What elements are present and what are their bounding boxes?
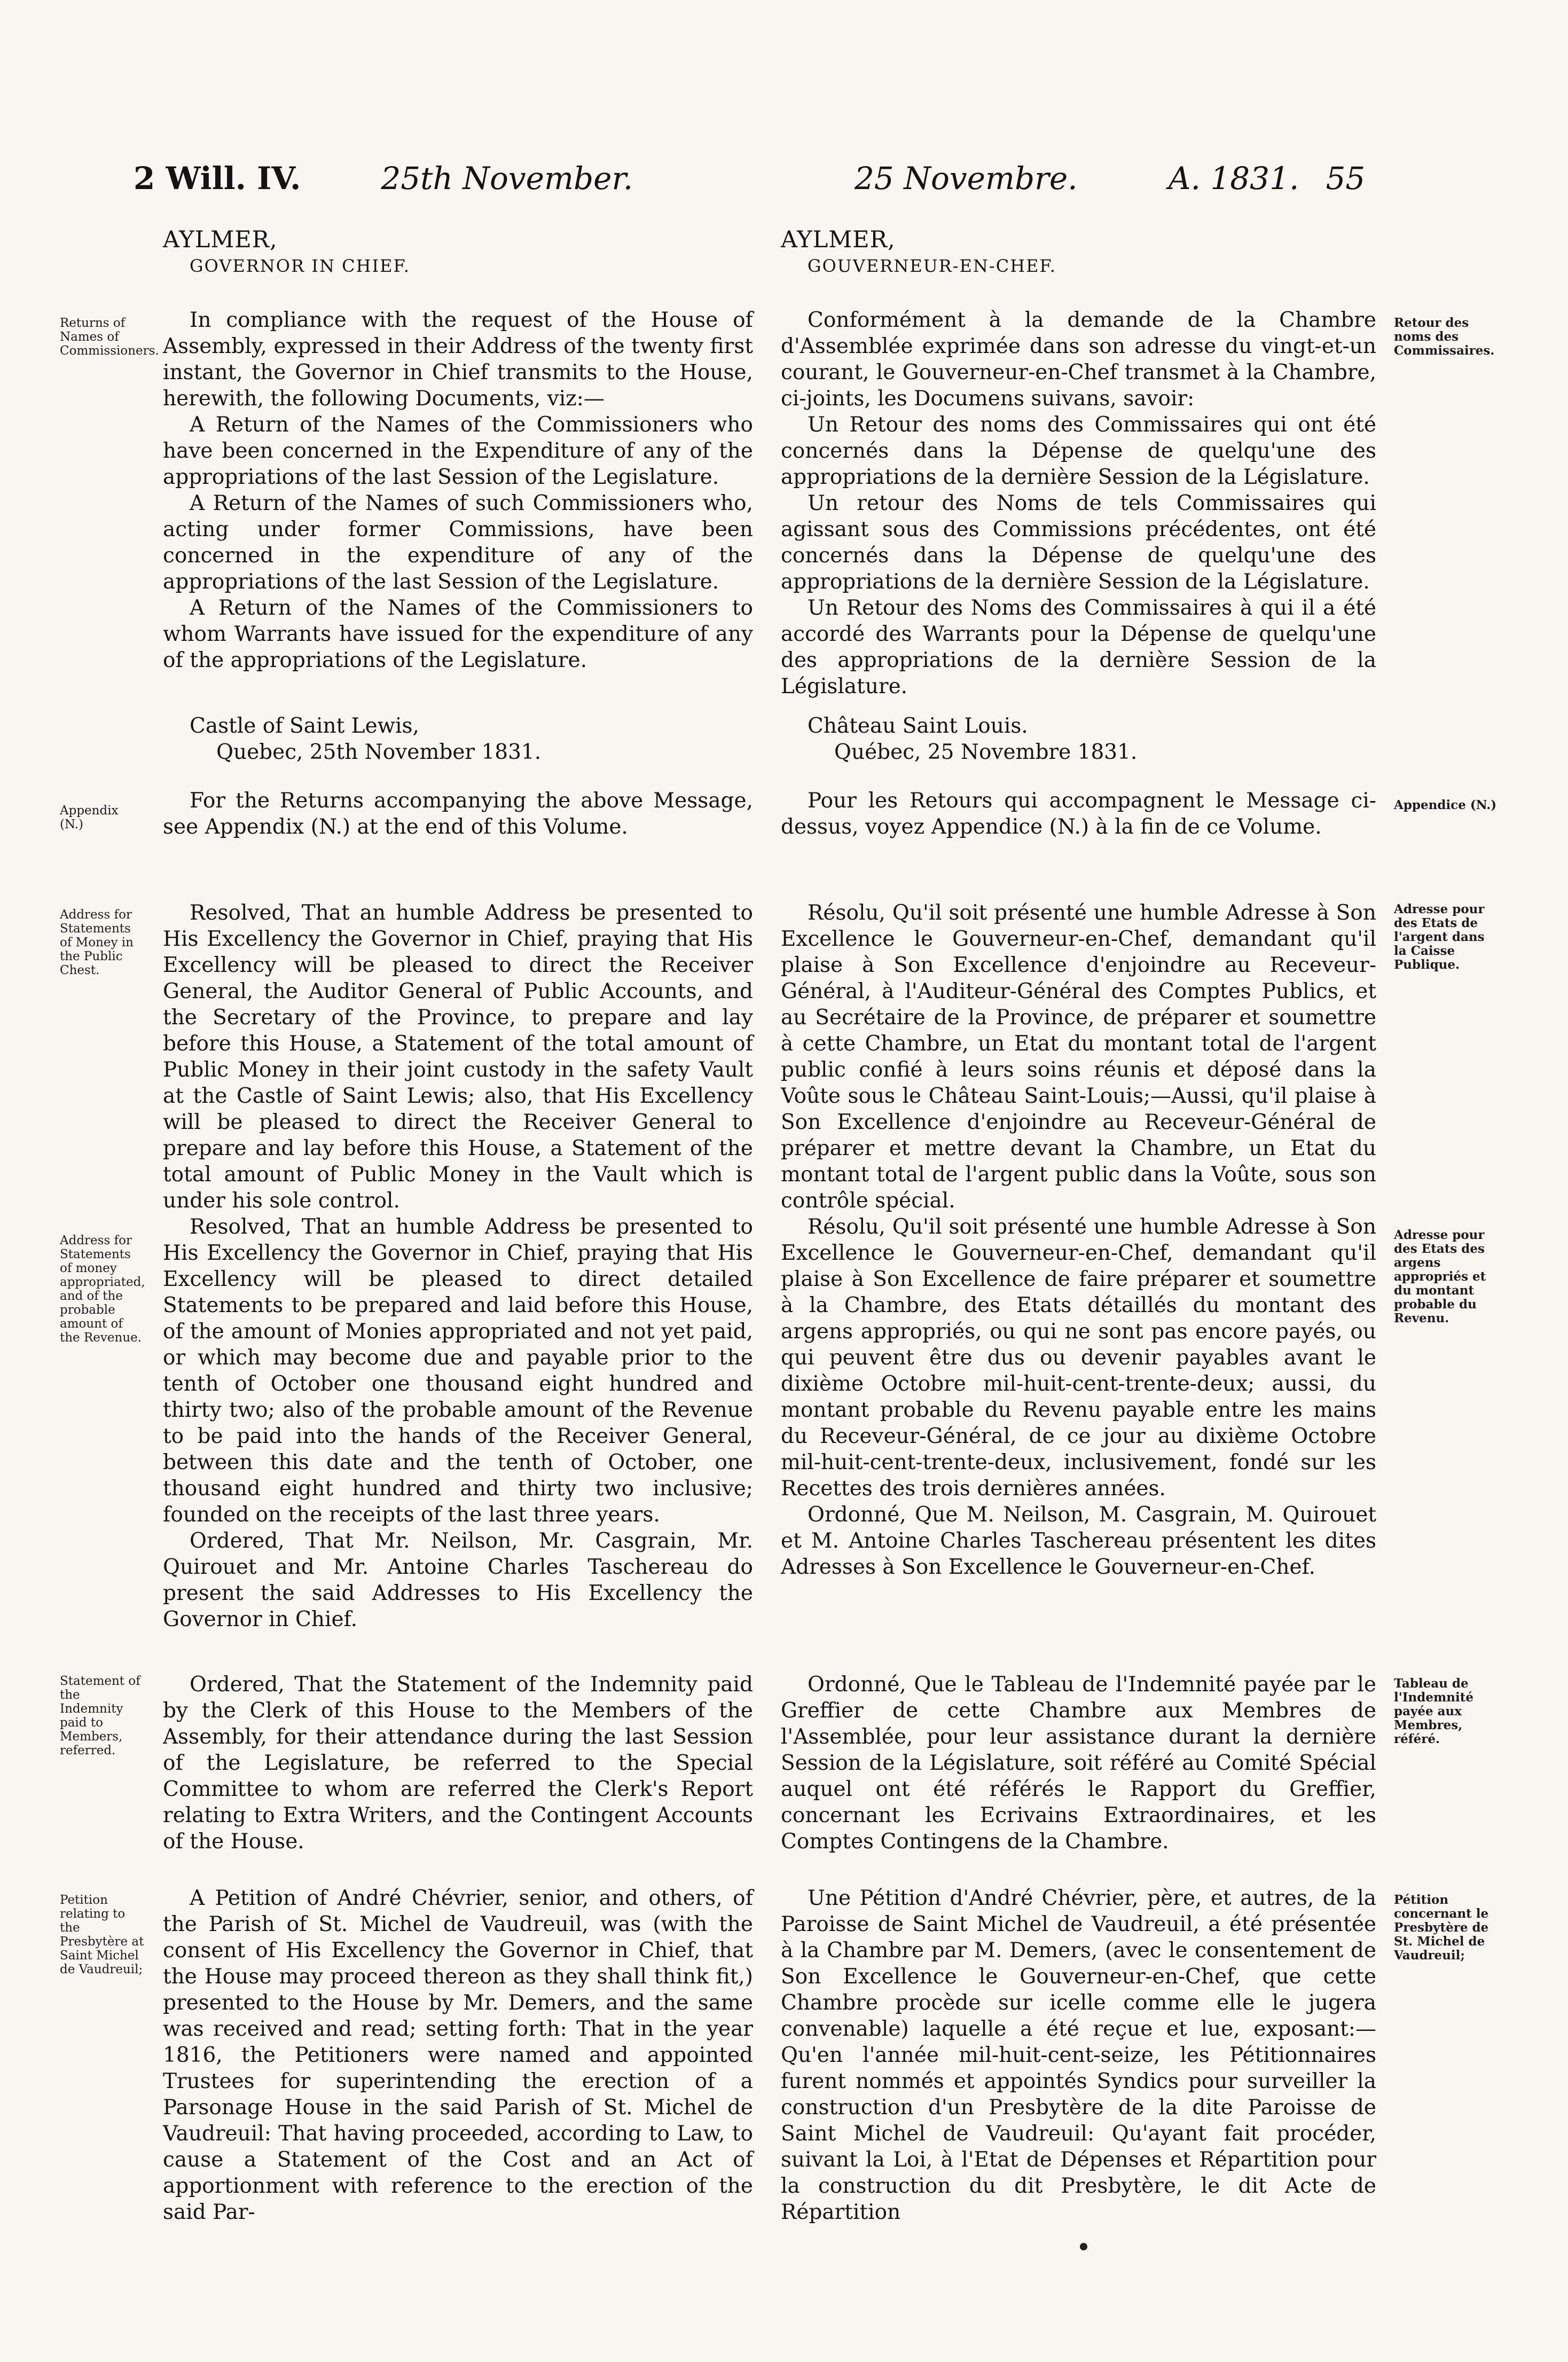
margin-note-appendice: Appendice (N.) [1394, 798, 1497, 812]
margin-note-statements: Address for Statements of money appropriated, and of the probable amount of the Revenue. [60, 1234, 145, 1345]
margin-note-retour: Retour des noms des Commissaires. [1394, 316, 1495, 358]
appendix-paragraph-fr: Pour les Retours qui accompagnent le Message ci-dessus, voyez Appendice (N.) à la fin de ce Volume. [781, 789, 1376, 839]
message-title-en: AYLMER, [163, 226, 278, 253]
petition-fr [781, 1885, 1376, 2225]
message-paragraph: Un retour des Noms de tels Commissaires qui agissant sous des Commissions précédentes, ont été concernés dans la Dépense de quelqu'une des appropriations de la dernière Session de la Législature. [781, 491, 1376, 594]
page-number: 55 [1326, 160, 1366, 197]
order-paragraph: Ordered, That Mr. Neilson, Mr. Casgrain, Mr. Quirouet and Mr. Antoine Charles Taschereau do present the said Addresses to His Excellency the Governor in Chief. [163, 1529, 753, 1631]
castle-line-fr: Château Saint Louis. [807, 714, 1028, 738]
message-paragraph: Conformément à la demande de la Chambre d'Assemblée exprimée dans son adresse du vingt-et-un courant, le Gouverneur-en-Chef transmet à la Chambre, ci-joints, les Documens suivans, savoir: [781, 308, 1376, 411]
margin-note-etats: Adresse pour des Etats des argens appropriés et du montant probable du Revenu. [1394, 1228, 1486, 1325]
message-paragraph: In compliance with the request of the House of Assembly, expressed in their Address of the twenty first instant, the Governor in Chief transmits to the House, herewith, the following Documents, viz:— [163, 308, 753, 411]
message-paragraph: Un Retour des Noms des Commissaires à qui il a été accordé des Warrants pour la Dépense de quelqu'une des appropriations de la dernière Session de la Législature. [781, 596, 1376, 699]
margin-note-indemnity: Statement of the Indemnity paid to Members, referred. [60, 1674, 140, 1757]
order-paragraph: Ordonné, Que le Tableau de l'Indemnité payée par le Greffier de cette Chambre aux Membres de l'Assemblée, pour leur assistance durant la dernière Session de la Législature, soit référé au Comité Spécial auquel ont été référés le Rapport du Greffier, concernant les Ecrivains Extraordinaires, et les Comptes Contingens de la Chambre. [781, 1673, 1376, 1854]
message-subtitle-en: GOVERNOR IN CHIEF. [190, 256, 410, 276]
message-paragraph: A Return of the Names of the Commissioners who have been concerned in the Expenditure of any of the appropriations of the last Session of the Legislature. [163, 413, 753, 489]
resolution-paragraph: Resolved, That an humble Address be presented to His Excellency the Governor in Chief, praying that His Excellency will be pleased to direct the Receiver General, the Auditor General of Public Accounts, and the Secretary of the Province, to prepare and lay before this House, a Statement of the total amount of Public Money in their joint custody in the safety Vault at the Castle of Saint Lewis; also, that His Excellency will be pleased to direct the Receiver General to prepare and lay before this House, a Statement of the total amount of Public Money in the Vault which is under his sole control. [163, 901, 753, 1213]
message-heading-fr [781, 227, 1376, 279]
margin-note-public-chest: Address for Statements of Money in the Public Chest. [60, 908, 134, 977]
header-right [854, 160, 1394, 219]
order-indemnity-fr [781, 1672, 1376, 1855]
signature-place-en [163, 713, 753, 765]
appendix-note-en [163, 788, 753, 840]
castle-line-en: Castle of Saint Lewis, [190, 714, 419, 738]
message-paragraph: Un Retour des noms des Commissaires qui ont été concernés dans la Dépense de quelqu'une des appropriations de la dernière Session de la Législature. [781, 413, 1376, 489]
margin-note-petition-fr: Pétition concernant le Presbytère de St. Michel de Vaudreuil; [1394, 1893, 1489, 1963]
signature-place-fr [781, 713, 1376, 765]
castle-date-fr: Québec, 25 Novembre 1831. [834, 740, 1138, 764]
petition-paragraph-fr: Une Pétition d'André Chévrier, père, et autres, de la Paroisse de Saint Michel de Vaudreuil, a été présentée à la Chambre par M. Demers, (avec le consentement de Son Excellence le Gouverneur-en-Chef, que cette Chambre procède sur icelle comme elle le jugera convenable) laquelle a été reçue et lue, exposant:— Qu'en l'année mil-huit-cent-seize, les Pétitionnaires furent nommés et appointés Syndics pour surveiller la construction d'un Presbytère de la dite Paroisse de Saint Michel de Vaudreuil: Qu'ayant fait procéder, suivant la Loi, à l'Etat de Dépenses et Répartition pour la construction du dit Presbytère, le dit Acte de Répartition [781, 1886, 1376, 2224]
header-session: 2 Will. IV. [134, 160, 301, 197]
message-title-fr: AYLMER, [781, 226, 896, 253]
margin-note-caisse: Adresse pour des Etats de l'argent dans la Caisse Publique. [1394, 902, 1485, 972]
resolution-paragraph: Resolved, That an humble Address be presented to His Excellency the Governor in Chief, praying that His Excellency will be pleased to direct detailed Statements to be prepared and laid before this House, of the amount of Monies appropriated and not yet paid, or which may become due and payable prior to the tenth of October one thousand eight hundred and thirty two; also of the probable amount of the Revenue to be paid into the hands of the Receiver General, between this date and the tenth of October, one thousand eight hundred and thirty two inclusive; founded on the receipts of the last three years. [163, 1215, 753, 1527]
order-indemnity-en [163, 1672, 753, 1855]
resolution-paragraph: Résolu, Qu'il soit présenté une humble Adresse à Son Excellence le Gouverneur-en-Chef, demandant qu'il plaise à Son Excellence d'enjoindre au Receveur-Général, à l'Auditeur-Général des Comptes Publics, et au Secrétaire de la Province, de préparer et soumettre à cette Chambre, un Etat du montant total de l'argent public confié à leurs soins réunis et déposé dans la Voûte sous le Château Saint-Louis;—Aussi, qu'il plaise à Son Excellence d'enjoindre au Receveur-Général de préparer et mettre devant la Chambre, un Etat du montant total de l'argent public dans la Voûte, sous son contrôle spécial. [781, 901, 1376, 1213]
header-date-fr: 25 Novembre. [854, 160, 1078, 197]
header-year: A. 1831. [1168, 160, 1299, 197]
header-date-en: 25th November. [381, 160, 633, 197]
header-left [134, 160, 737, 219]
message-paragraph: A Return of the Names of the Commissioners to whom Warrants have issued for the expenditure of any of the appropriations of the Legislature. [163, 596, 753, 672]
petition-en [163, 1885, 753, 2225]
message-body-en [163, 307, 753, 673]
margin-note-petition: Petition relating to the Presbytère at Saint Michel de Vaudreuil; [60, 1893, 144, 1976]
margin-note-appendix: Appendix (N.) [60, 804, 119, 831]
appendix-note-fr [781, 788, 1376, 840]
order-paragraph: Ordonné, Que M. Neilson, M. Casgrain, M. Quirouet et M. Antoine Charles Taschereau présentent les dites Adresses à Son Excellence le Gouverneur-en-Chef. [781, 1503, 1376, 1579]
message-body-fr [781, 307, 1376, 700]
message-subtitle-fr: GOUVERNEUR-EN-CHEF. [807, 256, 1056, 276]
resolution-paragraph: Résolu, Qu'il soit présenté une humble Adresse à Son Excellence le Gouverneur-en-Chef, demandant qu'il plaise à Son Excellence de faire préparer et soumettre à la Chambre, des Etats détaillés du montant des argens appropriés, ou qui ne sont pas encore payés, ou qui peuvent être dus ou devenir payables avant le dixième Octobre mil-huit-cent-trente-deux; aussi, du montant probable du Revenu payable entre les mains du Receveur-Général, de ce jour au dixième Octobre mil-huit-cent-trente-deux, inclusivement, fondé sur les Recettes des trois dernières années. [781, 1215, 1376, 1501]
resolutions-fr [781, 900, 1376, 1580]
order-paragraph: Ordered, That the Statement of the Indemnity paid by the Clerk of this House to the Members of the Assembly, for their attendance during the last Session of the Legislature, be referred to the Special Committee to whom are referred the Clerk's Report relating to Extra Writers, and the Contingent Accounts of the House. [163, 1673, 753, 1854]
message-heading-en [163, 227, 753, 279]
margin-note-tableau: Tableau de l'Indemnité payée aux Membres, référé. [1394, 1676, 1474, 1746]
resolutions-en [163, 900, 753, 1633]
petition-paragraph-en: A Petition of André Chévrier, senior, and others, of the Parish of St. Michel de Vaudreuil, was (with the consent of His Excellency the Governor in Chief, that the House may proceed thereon as they shall think fit,) presented to the House by Mr. Demers, and the same was received and read; setting forth: That in the year 1816, the Petitioners were named and appointed Trustees for superintending the erection of a Parsonage House in the said Parish of St. Michel de Vaudreuil: That having proceeded, according to Law, to cause a Statement of the Cost and an Act of apportionment with reference to the erection of the said Par- [163, 1886, 753, 2224]
castle-date-en: Quebec, 25th November 1831. [216, 740, 542, 764]
ink-speck [1080, 2243, 1087, 2250]
margin-note-returns: Returns of Names of Commissioners. [60, 316, 159, 358]
message-paragraph: A Return of the Names of such Commissioners who, acting under former Commissions, have been concerned in the expenditure of any of the appropriations of the last Session of the Legislature. [163, 491, 753, 594]
appendix-paragraph-en: For the Returns accompanying the above Message, see Appendix (N.) at the end of this Volume. [163, 789, 753, 839]
